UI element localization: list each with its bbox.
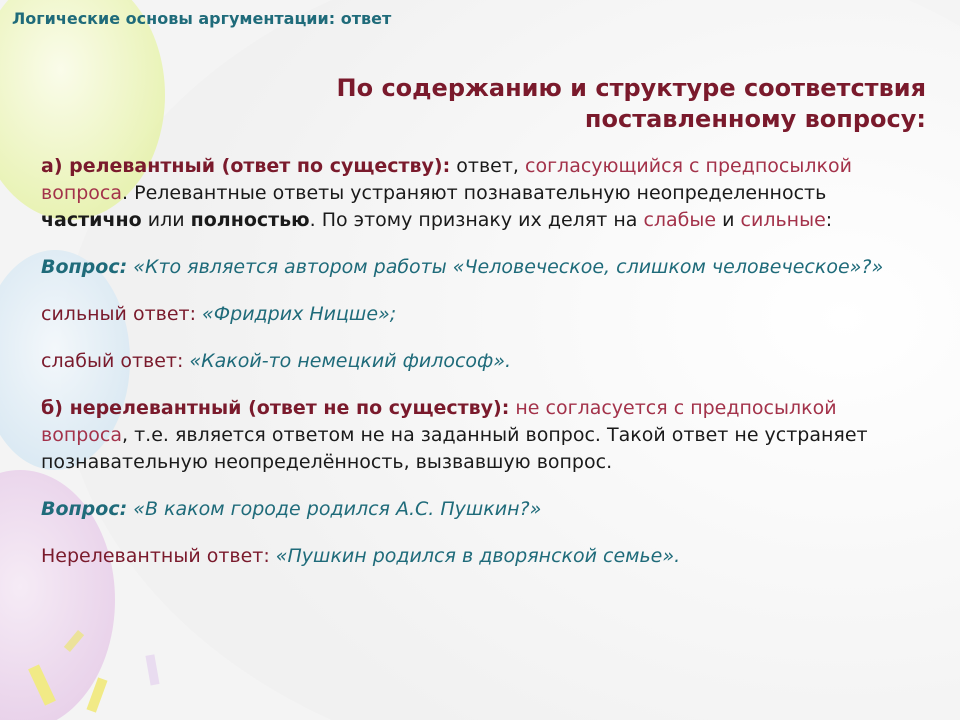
weak-answer (41, 348, 921, 375)
question-2-label: Вопрос: (41, 498, 128, 520)
relevant-text-6: : (825, 209, 833, 231)
irrelevant-term-premise: не согласуется с предпосылкой вопроса (41, 397, 837, 446)
page-title-line-1: По содержанию и структуре соответствия (336, 74, 926, 102)
irrelevant-answer-label: Нерелевантный ответ: (41, 545, 276, 567)
relevant-paragraph (41, 153, 921, 234)
relevant-text-2: . Релевантные ответы устраняют познавательную неопределенность (122, 182, 827, 204)
relevant-text-4: . По этому признаку их делят на (309, 209, 644, 231)
question-2 (41, 496, 921, 523)
relevant-term-premise: согласующийся с предпосылкой вопроса (41, 155, 852, 204)
strong-answer (41, 301, 921, 328)
relevant-text-5: и (716, 209, 741, 231)
irrelevant-paragraph (41, 395, 921, 476)
weak-answer-text: «Какой-то немецкий философ». (189, 350, 512, 372)
question-2-text: «В каком городе родился А.С. Пушкин?» (127, 498, 542, 520)
irrelevant-answer (41, 543, 921, 570)
relevant-term-strong: сильные (740, 209, 826, 231)
question-1-text: «Кто является автором работы «Человеческое, слишком человеческое»?» (127, 256, 884, 278)
relevant-heading: а) релевантный (ответ по существу): (41, 155, 451, 177)
strong-answer-label: сильный ответ: (41, 303, 203, 325)
relevant-term-weak: слабые (643, 209, 717, 231)
relevant-text-1: ответ, (450, 155, 525, 177)
weak-answer-label: слабый ответ: (41, 350, 190, 372)
question-1 (41, 254, 921, 281)
slide-content (41, 153, 921, 590)
relevant-text-3: или (141, 209, 191, 231)
page-title (226, 73, 926, 135)
page-title-line-2: поставленному вопросу: (584, 105, 926, 133)
strong-answer-text: «Фридрих Ницше»; (202, 303, 397, 325)
question-1-label: Вопрос: (41, 256, 128, 278)
header-title: Логические основы аргументации: ответ (12, 9, 392, 28)
irrelevant-answer-text: «Пушкин родился в дворянской семье». (275, 545, 681, 567)
irrelevant-text-1: , т.е. является ответом не на заданный вопрос. Такой ответ не устраняет познавательную неопределённость, вызвавшую вопрос. (41, 424, 868, 473)
relevant-bold-partially: частично (41, 209, 142, 231)
irrelevant-heading: б) нерелевантный (ответ не по существу): (41, 397, 510, 419)
relevant-bold-fully: полностью (190, 209, 310, 231)
